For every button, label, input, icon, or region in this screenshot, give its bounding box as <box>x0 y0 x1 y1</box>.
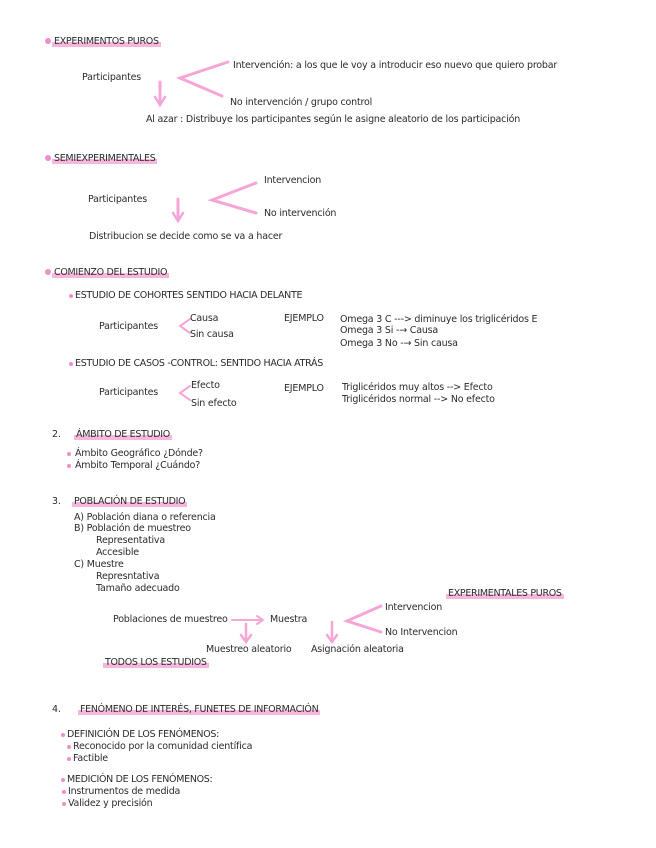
muestra-text: Muestra <box>270 614 308 625</box>
section-number: 2. <box>52 429 61 440</box>
section-title-fenomeno: FENÓMENO DE INTERÉS, FUNETES DE INFORMACIÓN <box>80 704 319 715</box>
bullet-dot <box>69 362 73 366</box>
ejemplo-label: EJEMPLO <box>284 313 324 324</box>
participantes-label: Participantes <box>99 387 159 398</box>
bullet-dot <box>69 294 73 298</box>
al-azar-text: Al azar : Distribuye los participantes según le asigne aleatorio de los participación <box>146 114 521 125</box>
ambito-item: Ámbito Geográfico ¿Dónde? <box>75 448 203 459</box>
bullet-dot <box>62 802 66 806</box>
poblacion-subitem: Accesible <box>96 547 139 558</box>
ejemplo-label: EJEMPLO <box>284 383 324 394</box>
example-line: Triglicéridos muy altos --> Efecto <box>342 382 493 393</box>
medicion-item: Validez y precisión <box>68 798 153 809</box>
section-title-comienzo: COMIENZO DEL ESTUDIO <box>54 267 168 278</box>
medicion-item: Instrumentos de medida <box>68 786 181 797</box>
example-line: Triglicéridos normal --> No efecto <box>342 394 495 405</box>
bullet-dot <box>45 155 51 161</box>
bullet-dot <box>67 452 71 456</box>
poblacion-item: A) Población diana o referencia <box>74 512 216 523</box>
medicion-title: MEDICIÓN DE LOS FENÓMENOS: <box>67 774 213 785</box>
participantes-label: Participantes <box>82 72 142 83</box>
example-line: Omega 3 No -→ Sin causa <box>340 338 458 349</box>
sin-efecto-text: Sin efecto <box>191 398 237 409</box>
example-line: Omega 3 Si -→ Causa <box>340 325 439 336</box>
poblacion-item: B) Población de muestreo <box>74 523 191 534</box>
bullet-dot <box>45 38 51 44</box>
intervencion-text: Intervención: a los que le voy a introducir eso nuevo que quiero probar <box>233 60 558 71</box>
intervencion-text: Intervencion <box>264 175 322 186</box>
distribucion-text: Distribucion se decide como se va a hacer <box>89 231 283 242</box>
asignacion-aleatoria-text: Asignación aleatoria <box>311 644 404 655</box>
section-title-ambito: ÁMBITO DE ESTUDIO <box>76 429 170 440</box>
poblacion-subitem: Represntativa <box>96 571 160 582</box>
section-title-poblacion: POBLACIÓN DE ESTUDIO <box>74 496 186 507</box>
definicion-item: Factible <box>73 753 108 764</box>
muestreo-aleatorio-text: Muestreo aleatorio <box>206 644 292 655</box>
experimentales-puros-label: EXPERIMENTALES PUROS <box>448 588 562 599</box>
no-intervencion-text: No intervención / grupo control <box>230 97 373 108</box>
no-intervencion-text: No intervención <box>264 208 337 219</box>
poblacion-subitem: Tamaño adecuado <box>96 583 180 594</box>
ambito-item: Ámbito Temporal ¿Cuándo? <box>75 460 201 471</box>
participantes-label: Participantes <box>99 321 159 332</box>
participantes-label: Participantes <box>88 194 148 205</box>
no-intervencion-text: No Intervencion <box>385 627 458 638</box>
bullet-dot <box>67 757 71 761</box>
bullet-dot <box>61 778 65 782</box>
intervencion-text: Intervencion <box>385 602 443 613</box>
definicion-item: Reconocido por la comunidad científica <box>73 741 253 752</box>
bullet-dot <box>62 790 66 794</box>
cohortes-title: ESTUDIO DE COHORTES SENTIDO HACIA DELANTE <box>75 290 303 301</box>
sin-causa-text: Sin causa <box>190 329 234 340</box>
poblacion-subitem: Representativa <box>96 535 165 546</box>
efecto-text: Efecto <box>191 380 220 391</box>
bullet-dot <box>61 733 65 737</box>
section-number: 3. <box>52 496 61 507</box>
bullet-dot <box>45 269 51 275</box>
section-title-experimentos-puros: EXPERIMENTOS PUROS <box>54 36 159 47</box>
todos-estudios-label: TODOS LOS ESTUDIOS <box>105 657 207 668</box>
definicion-title: DEFINICIÓN DE LOS FENÓMENOS: <box>67 729 220 740</box>
bullet-dot <box>67 745 71 749</box>
bullet-dot <box>67 464 71 468</box>
example-line: Omega 3 C ---> diminuye los triglicéridos E <box>340 314 538 325</box>
casos-title: ESTUDIO DE CASOS -CONTROL: SENTIDO HACIA ATRÁS <box>75 358 323 369</box>
poblaciones-muestreo-text: Poblaciones de muestreo <box>113 614 228 625</box>
causa-text: Causa <box>190 313 219 324</box>
section-title-semiexperimentales: SEMIEXPERIMENTALES <box>54 153 156 164</box>
poblacion-item: C) Muestre <box>74 559 124 570</box>
section-number: 4. <box>52 704 61 715</box>
